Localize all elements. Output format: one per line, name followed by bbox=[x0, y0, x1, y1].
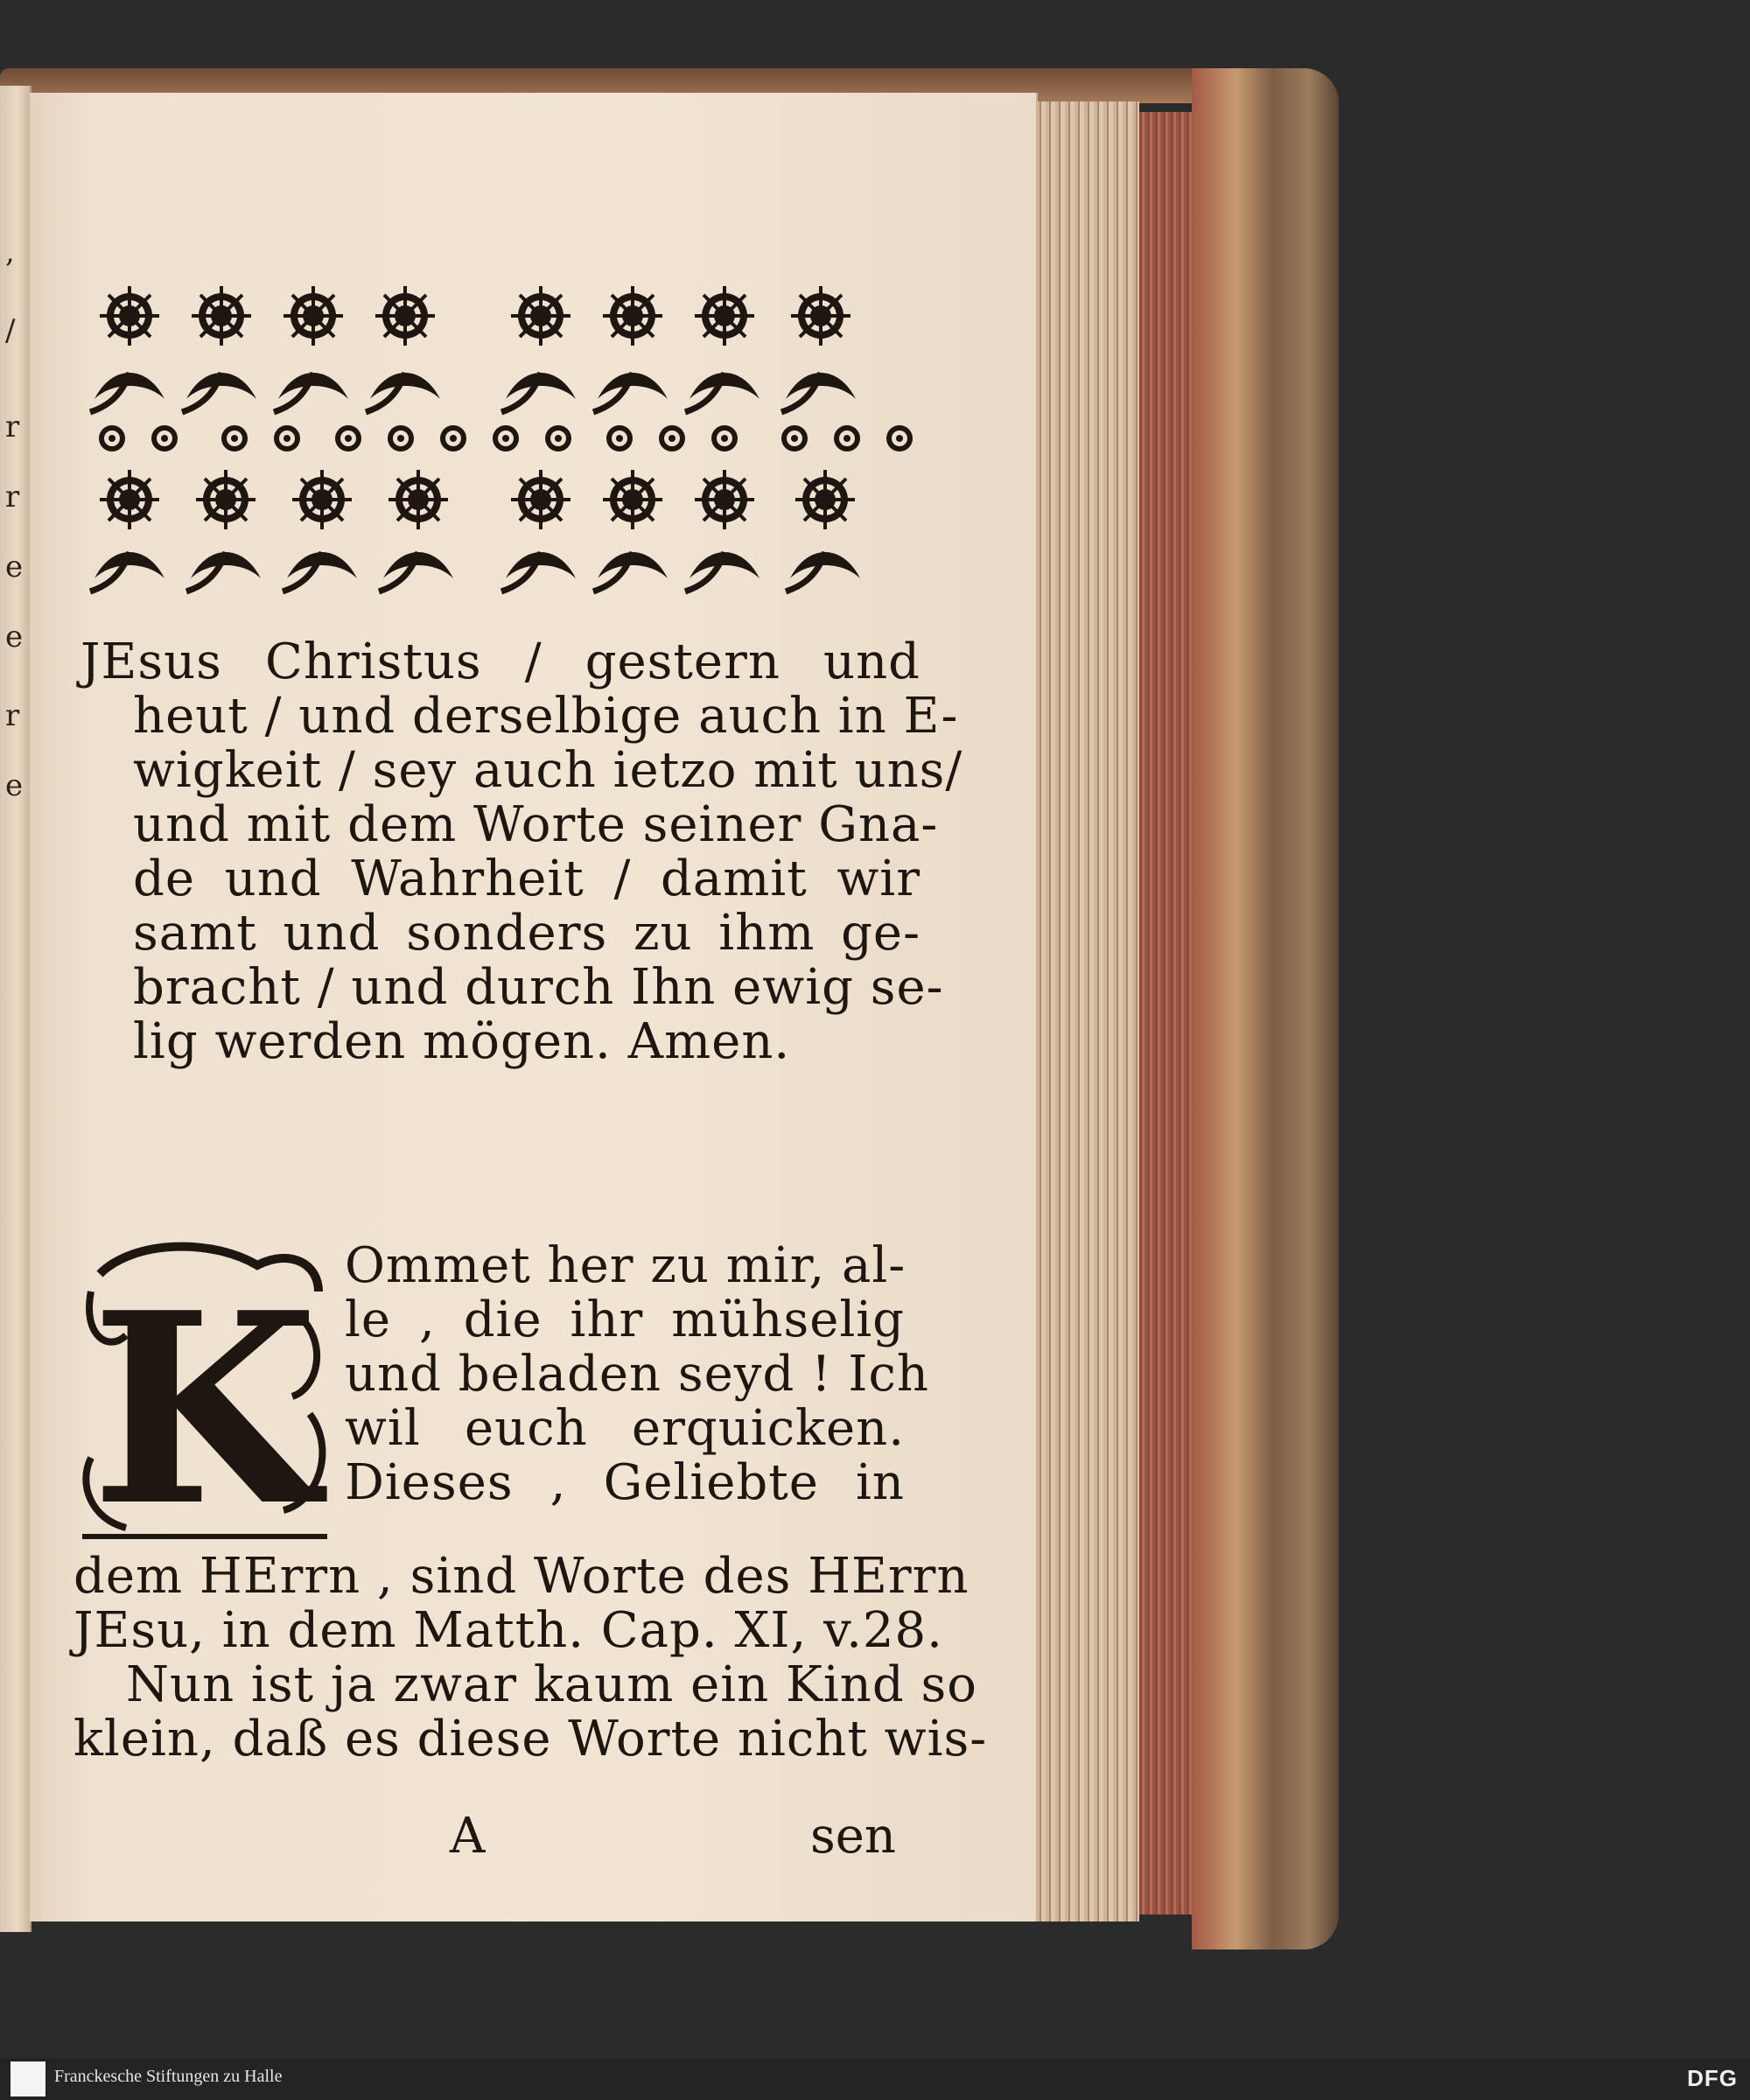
left-fragment: e bbox=[5, 768, 24, 803]
viewer-footer bbox=[0, 2058, 1750, 2100]
text-line: Dieses , Geliebte in bbox=[345, 1454, 905, 1511]
text-line: de und Wahrheit / damit wir bbox=[133, 850, 920, 907]
dfg-logo[interactable]: DFG bbox=[1687, 2065, 1738, 2091]
page-edge-stack bbox=[1036, 102, 1139, 1922]
text-line: JEsus Christus / gestern und bbox=[80, 634, 920, 690]
decorated-initial bbox=[74, 1239, 336, 1545]
text-line: wil euch erquicken. bbox=[345, 1400, 905, 1457]
text-line: dem HErrn , sind Worte des HErrn bbox=[74, 1548, 970, 1605]
text-line: Ommet her zu mir, al- bbox=[345, 1237, 906, 1294]
text-line: wigkeit / sey auch ietzo mit uns/ bbox=[133, 742, 963, 799]
book bbox=[0, 68, 1348, 1958]
text-line: und beladen seyd ! Ich bbox=[345, 1346, 929, 1403]
initial-adjacent-text bbox=[345, 1237, 929, 1511]
text-line: le , die ihr mühselig bbox=[345, 1292, 905, 1348]
initial-flourish-icon bbox=[74, 1239, 336, 1545]
right-page bbox=[30, 93, 1038, 1922]
text-line: bracht / und durch Ihn ewig se- bbox=[133, 959, 944, 1016]
ornament-row-middle bbox=[99, 425, 913, 452]
text-line: JEsu, in dem Matth. Cap. XI, v.28. bbox=[74, 1602, 943, 1659]
text-line: Nun ist ja zwar kaum ein Kind so bbox=[126, 1656, 977, 1713]
left-page-edge bbox=[0, 86, 32, 1932]
book-cover bbox=[1192, 68, 1339, 1950]
opening-prayer bbox=[80, 634, 963, 1070]
left-fragment: / bbox=[5, 313, 16, 348]
initial-letter: K bbox=[90, 1255, 319, 1545]
floral-ornament-band bbox=[86, 276, 926, 609]
text-line: heut / und derselbige auch in E- bbox=[133, 688, 959, 745]
page-edge-red bbox=[1139, 112, 1192, 1914]
left-fragment: , bbox=[5, 234, 15, 270]
left-fragment: r bbox=[5, 480, 20, 514]
institution-name: Franckesche Stiftungen zu Halle bbox=[54, 2067, 283, 2086]
ornament-row-top bbox=[90, 286, 856, 412]
left-fragment: e bbox=[5, 620, 24, 654]
signature-mark: A bbox=[450, 1808, 486, 1865]
left-fragment: r bbox=[5, 410, 20, 444]
catchword: sen bbox=[810, 1808, 896, 1865]
text-line: und mit dem Worte seiner Gna- bbox=[133, 796, 939, 853]
institution-logo-icon[interactable] bbox=[10, 2062, 46, 2096]
text-line: samt und sonders zu ihm ge- bbox=[133, 905, 920, 962]
left-fragment: e bbox=[5, 550, 24, 584]
sermon-body bbox=[74, 1548, 988, 1768]
text-line: lig werden mögen. Amen. bbox=[133, 1013, 791, 1070]
ornament-row-bottom bbox=[90, 470, 860, 592]
page-footer-line bbox=[74, 1808, 905, 1869]
text-line: klein, daß es diese Worte nicht wis- bbox=[74, 1711, 988, 1768]
left-fragment: r bbox=[5, 698, 20, 733]
